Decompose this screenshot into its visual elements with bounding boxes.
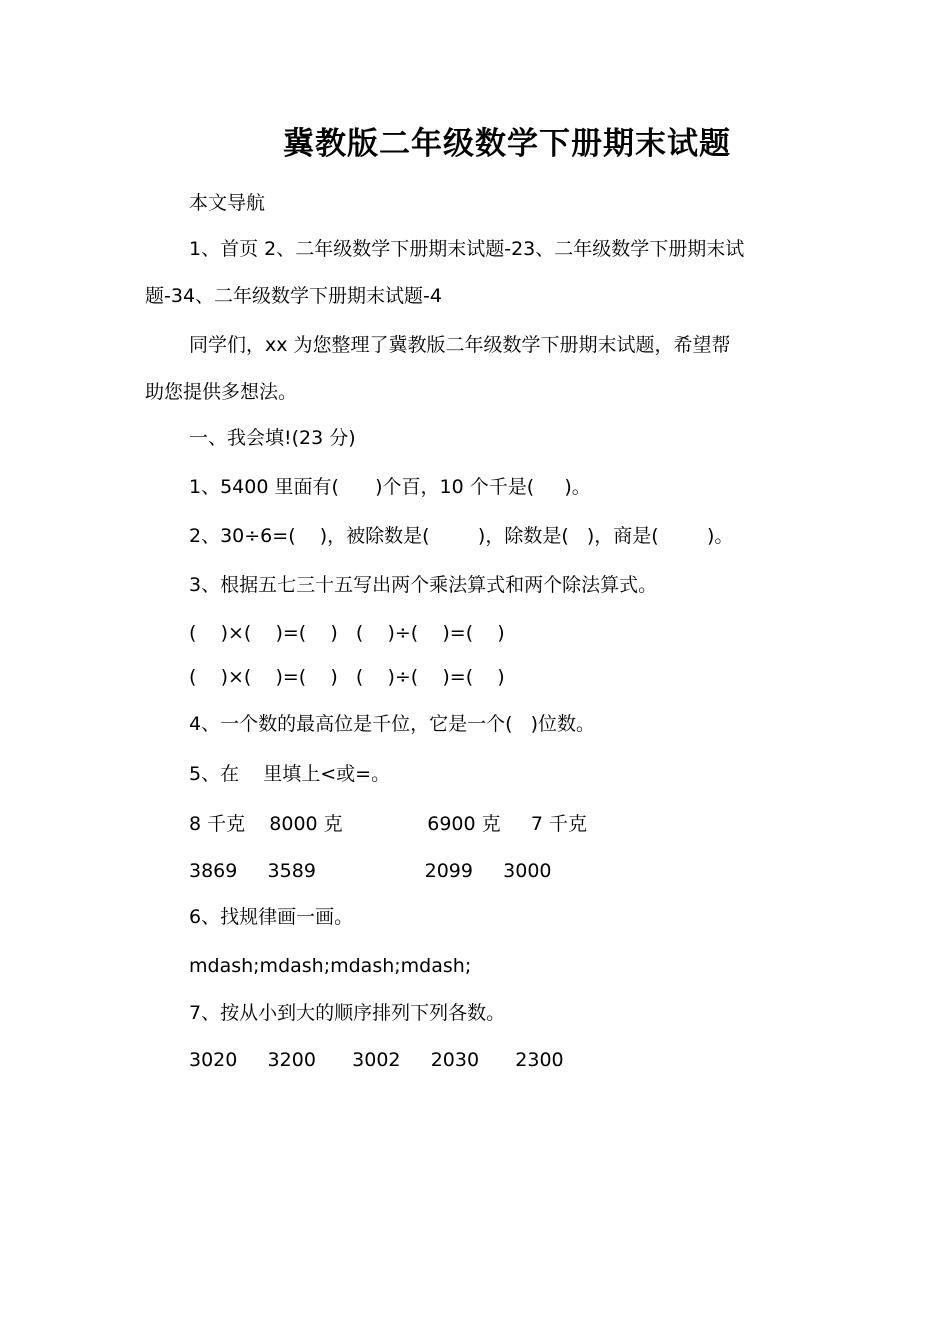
page-title: 冀教版二年级数学下册期末试题 — [283, 126, 731, 162]
question-6-row: mdash;mdash;mdash;mdash; — [189, 955, 472, 977]
nav-heading: 本文导航 — [189, 192, 266, 214]
question-2: 2、30÷6=( )，被除数是( )，除数是( )，商是( )。 — [189, 525, 734, 547]
intro-line-1: 同学们，xx 为您整理了冀教版二年级数学下册期末试题，希望帮 — [189, 334, 731, 356]
question-4: 4、一个数的最高位是千位，它是一个( )位数。 — [189, 713, 596, 735]
nav-line-1: 1、首页 2、二年级数学下册期末试题-23、二年级数学下册期末试 — [189, 238, 745, 260]
nav-line-2: 题-34、二年级数学下册期末试题-4 — [145, 285, 442, 307]
question-6: 6、找规律画一画。 — [189, 906, 354, 928]
question-1: 1、5400 里面有( )个百，10 个千是( )。 — [189, 476, 591, 498]
question-3-row-2: ( )×( )=( ) ( )÷( )=( ) — [189, 666, 505, 688]
intro-line-2: 助您提供多想法。 — [145, 381, 298, 403]
question-5: 5、在 里填上<或=。 — [189, 763, 391, 785]
question-7: 7、按从小到大的顺序排列下列各数。 — [189, 1002, 506, 1024]
question-7-row: 3020 3200 3002 2030 2300 — [189, 1049, 564, 1071]
question-3: 3、根据五七三十五写出两个乘法算式和两个除法算式。 — [189, 574, 658, 596]
question-3-row-1: ( )×( )=( ) ( )÷( )=( ) — [189, 622, 505, 644]
question-5-row-1: 8 千克 8000 克 6900 克 7 千克 — [189, 813, 587, 835]
question-5-row-2: 3869 3589 2099 3000 — [189, 860, 552, 882]
section-heading-1: 一、我会填!(23 分) — [189, 427, 356, 449]
